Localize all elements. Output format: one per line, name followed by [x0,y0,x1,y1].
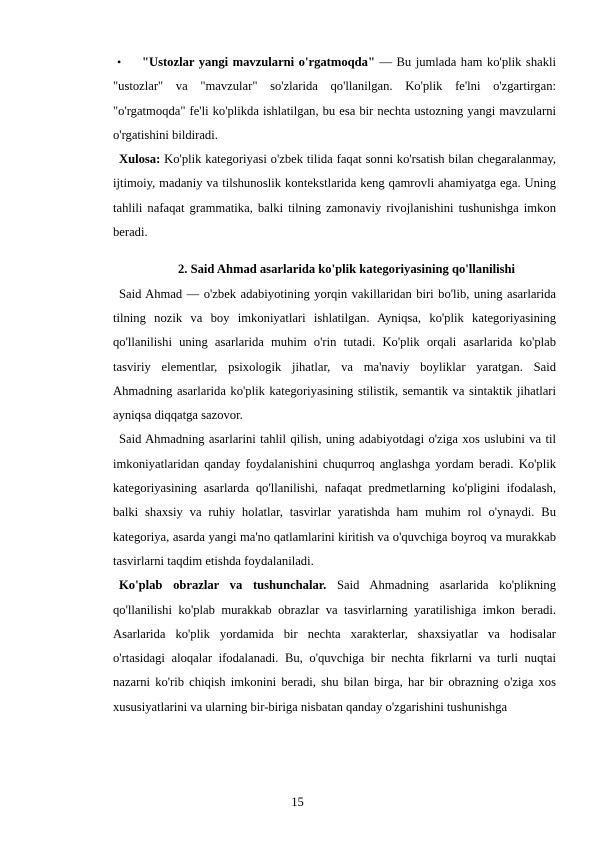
bullet-dot-icon: • [117,55,122,69]
subsection-body: Said Ahmadning asarlarida ko'plikning qo'llanilishi ko'plab murakkab obrazlar va tasvirlarning yaratilishiga imkon beradi. Asarlarida ko'plik yordamida bir nechta xarakterlar, shaxsiyatlar va hodisalar o'rtasidagi aloqalar ifodalanadi. Bu, o'quvchiga bir nechta fikrlarni va turli nuqtai nazarni ko'rib chiqish imkonini beradi, shu bilan birga, har bir obrazning o'ziga xos xususiyatlarini va ularning bir-biriga nisbatan qanday o'zgarishini tushunishga [113,578,556,714]
subsection-paragraph [113,573,556,719]
bullet-paragraph [113,50,556,147]
bullet-item [113,50,556,147]
conclusion-label: Xulosa: [119,152,161,167]
conclusion-body: Ko'plik kategoriyasi o'zbek tilida faqat sonni ko'rsatish bilan chegaralanmay, ijtimoiy, madaniy va tilshunoslik kontekstlarida keng qamrovli ahamiyatga ega. Uning tahlili nafaqat grammatika, balki tilning zamonaviy rivojlanishini tushunishga imkon beradi. [113,152,556,240]
bullet-title: "Ustozlar yangi mavzularni o'rgatmoqda" [142,55,375,69]
subsection-label: Ko'plab obrazlar va tushunchalar. [119,578,327,593]
paragraph-1: Said Ahmad — o'zbek adabiyotining yorqin vakillaridan biri bo'lib, uning asarlarida tilning nozik va boy imkoniyatlari ishlatilgan. Ayniqsa, ko'plik kategoriyasining qo'llanilishi uning asarlarida muhim o'rin tutadi. Ko'plik orqali asarlarida ko'plab tasviriy elementlar, psixologik jihatlar, va ma'naviy boyliklar yaratgan. Said Ahmadning asarlarida ko'plik kategoriyasining stilistik, semantik va sintaktik jihatlari ayniqsa diqqatga sazovor. [113,286,556,423]
section-heading: 2. Said Ahmad asarlarida ko'plik kategoriyasining qo'llanilishi [178,262,515,277]
page-number: 15 [291,795,304,809]
bullet-body: — Bu jumlada ham ko'plik shakli "ustozlar" va "mavzular" so'zlarida qo'llanilgan. Ko'plik fe'lni o'zgartirgan: "o'rgatmoqda" fe'li ko'plikda ishlatilgan, bu esa bir nechta ustozning yangi mavzularni o'rgatishini bildiradi. [113,55,556,142]
paragraph-2: Said Ahmadning asarlarini tahlil qilish, uning adabiyotdagi o'ziga xos uslubini va til imkoniyatlaridan qanday foydalanishini chuqurroq anglashga yordam beradi. Ko'plik kategoriyasining asarlarda qo'llanilishi, nafaqat predmetlarning ko'pligini ifodalash, balki shaxsiy va ruhiy holatlar, tasvirlar yaratishda ham muhim rol o'ynaydi. Bu kategoriya, asarda yangi ma'no qatlamlarini kiritish va o'quvchiga boyroq va murakkab tasvirlarni taqdim etishda foydalaniladi. [113,432,556,568]
page-content [113,50,556,719]
conclusion-paragraph [113,147,556,244]
